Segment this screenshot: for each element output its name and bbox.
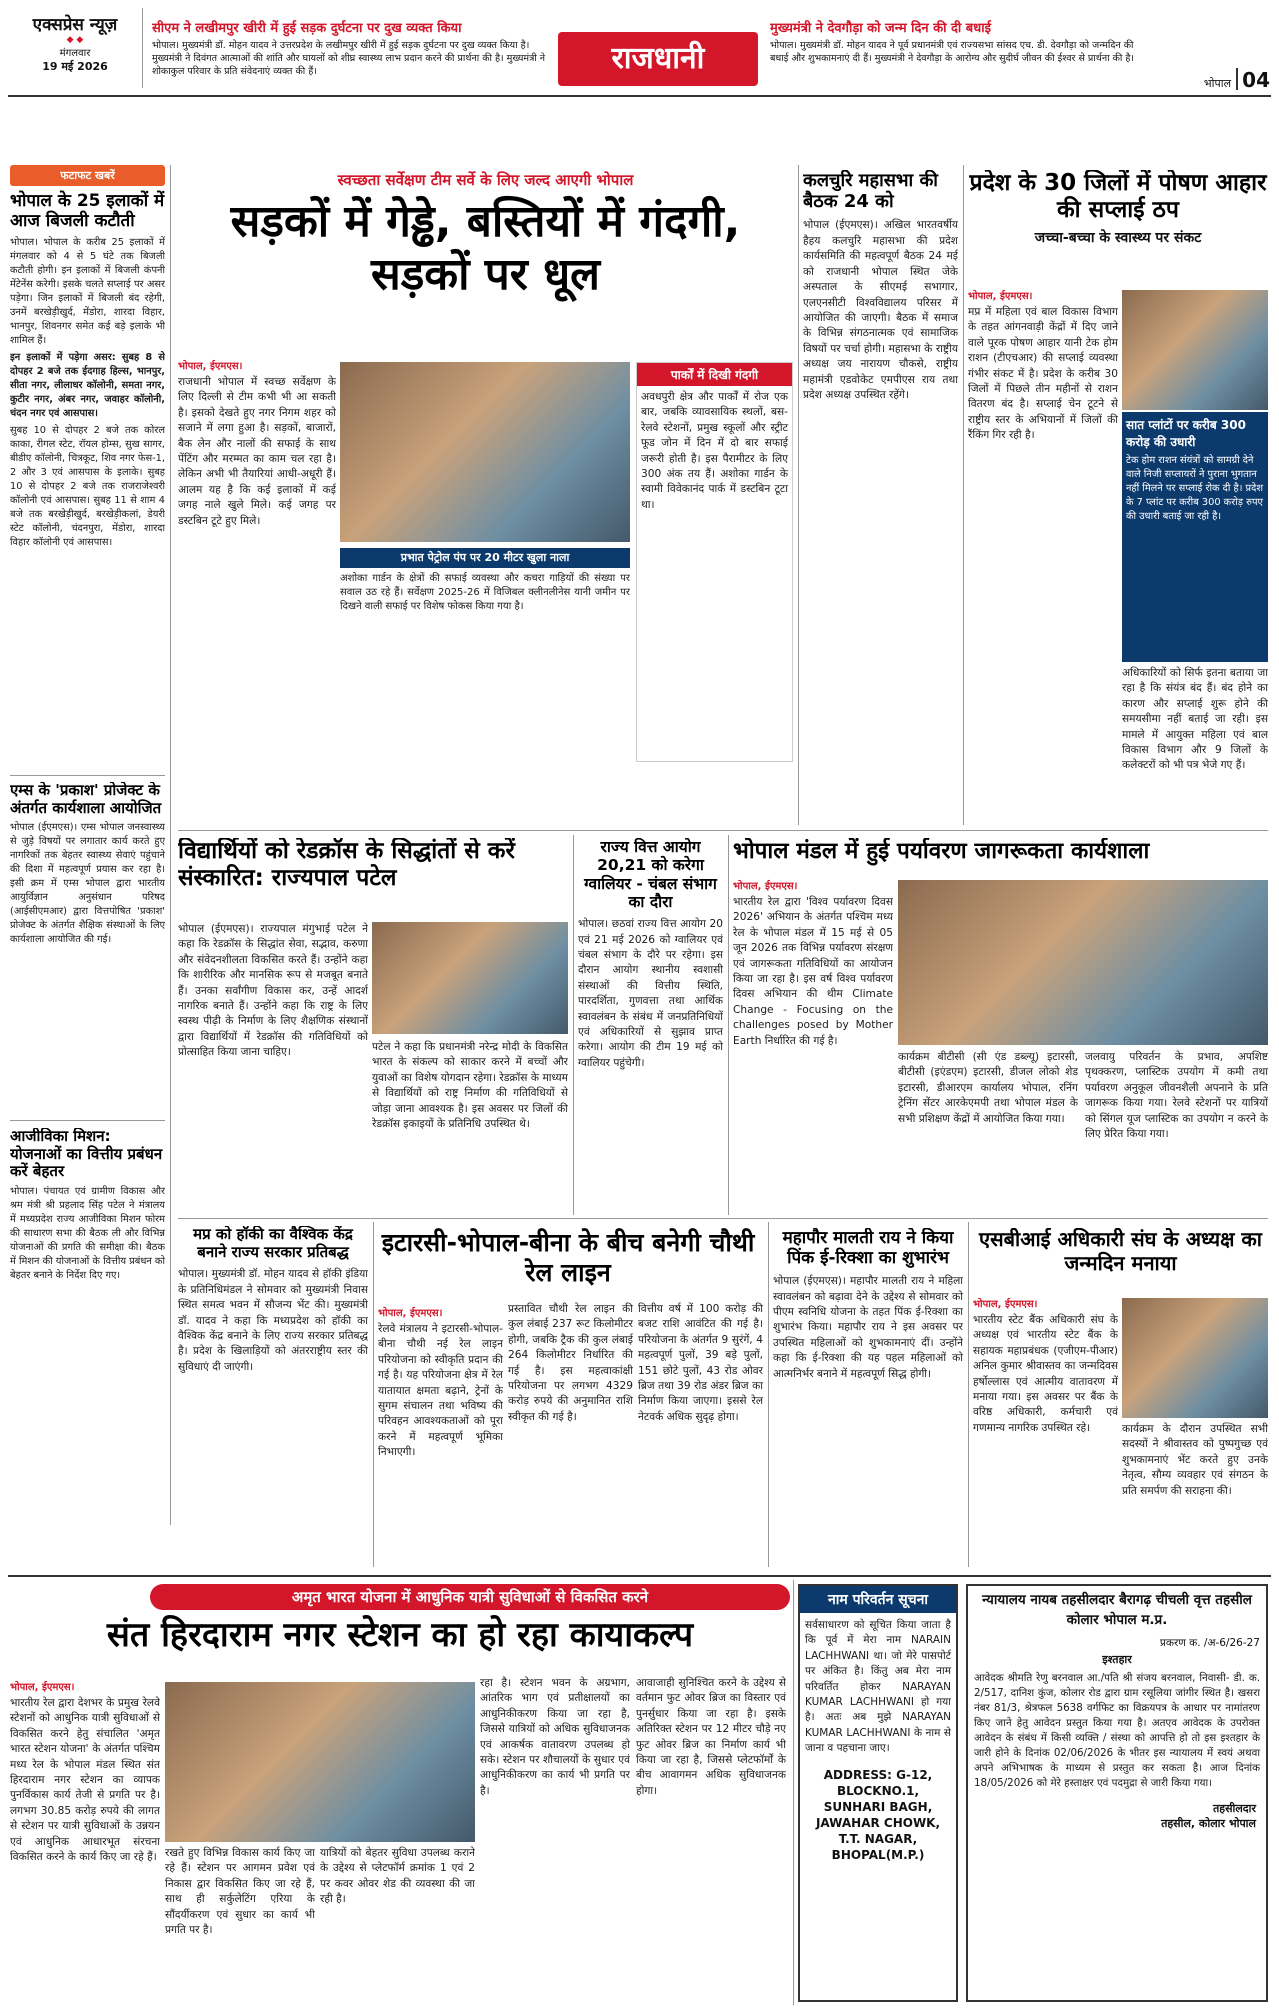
poshan-body: मप्र में महिला एवं बाल विकास विभाग के तहत आंगनवाड़ी केंद्रों में दिए जाने वाले पूरक पोषण आहार यानी टेक होम राशन (टीएचआर) की सप्लाई व्यवस्था गंभीर संकट में है। प्रदेश के करीब 30 जिलों में पिछले तीन महीनों से राशन वितरण बंद है। सप्लाई चेन टूटने से राष्ट्रीय स्तर के अभियानों में जिलों की रैंकिंग गिर रही है। — [968, 306, 1118, 442]
court-title: न्यायालय नायब तहसीलदार बैरागढ़ चीचली वृत्त तहसील कोलार भोपाल म.प्र. — [982, 1592, 1252, 1628]
poshan-photo — [1122, 290, 1268, 410]
station-body2: रखते हुए विभिन्न विकास कार्य किए जा रहे हैं। स्टेशन पर आगमन प्रवेश एवं निकास द्वार विकसित किए जा रहे हैं, साथ ही सर्कुलेटिंग एरिया के सौंदर्यीकरण एवं सुधार का कार्य भी प्रगति पर है। — [165, 1847, 315, 1937]
finance-title: राज्य वित्त आयोग 20,21 को करेगा ग्वालियर - चंबल संभाग का दौरा — [584, 838, 717, 911]
rail-headline-wrap[interactable] — [378, 1228, 758, 1298]
brief-body2: सुबह 10 से दोपहर 2 बजे तक कोरल काका, रीगल स्टेट, रॉयल होम्स, सुख सागर, बीडीए कॉलोनी, चित्रकूट, शिव नगर फेस-1, 2 और 3 एवं आसपास के इलाके। सुबह 10 से दोपहर 2 बजे तक राजराजेश्वरी कॉलोनी एवं आसपास। सुबह 11 से शाम 4 बजे तक बरखेड़ीखुर्द, बरखेड़ीकलां, डेयरी स्टेट कॉलोनी, चंदनपुरा, मेंडोरा, शारदा विहार कॉलोनी एवं आसपास। — [10, 425, 165, 549]
court-heading: इश्तहार — [1102, 1653, 1132, 1666]
day: मंगलवार — [59, 48, 91, 59]
governor-body: भोपाल (ईएमएस)। राज्यपाल मंगुभाई पटेल ने कहा कि रेडक्रॉस के सिद्धांत सेवा, सद्भाव, करुणा और संवेदनशीलता विकसित करते हैं। उन्होंने कहा कि शारीरिक और मानसिक रूप से मजबूत बनाते हैं। उनका सर्वांगीण विकास कर, उन्हें आदर्श नागरिक बनाते हैं। उन्होंने कहा कि राष्ट्र के लिए स्वस्थ पीढ़ी के निर्माण के लिए शैक्षणिक संस्थानों द्वारा विद्यार्थियों में रेडक्रॉस की गतिविधियों को प्रोत्साहित किया जाना चाहिए। — [178, 923, 368, 1059]
rail-col3 — [638, 1302, 763, 1567]
court-body: आवेदक श्रीमति रेणु बरनवाल आ./पति श्री संजय बरनवाल, निवासी- डी. क. 2/517, दानिश कुंज, कोलार रोड द्वारा ग्राम रसूलिया जांगीर स्थित है। खसरा नंबर 81/3, श्रेत्रफल 5638 वर्गफिट का विक्रयपत्र के आधार पर नामांतरण किए जाने हेतु आवेदन प्रस्तुत किया गया है। अतएव आवेदक के उपरोक्त आवेदन के संबंध में किसी व्यक्ति / संस्था को आपत्ति हो तो इस इश्तहार के जारी होने के दिनांक 02/06/2026 के भीतर इस न्यायालय में स्वयं अथवा अपने अभिभाषक के माध्यम से प्रस्तुत कर सकता है। आज दिनांक 18/05/2026 को मेरे हस्ताक्षर एवं पदमुद्रा से जारी किया गया। — [974, 1672, 1260, 1789]
hockey-story[interactable] — [178, 1226, 368, 1566]
rail-body2: प्रस्तावित चौथी रेल लाइन की कुल लंबाई 237 रूट किलोमीटर होगी, जबकि ट्रैक की कुल लंबाई 264 किलोमीटर निर्धारित की गई है। इस महत्वाकांक्षी परियोजना पर लगभग 4329 करोड़ रुपये की अनुमानित राशि स्वीकृत की गई है। — [508, 1303, 633, 1423]
folio — [1160, 68, 1270, 90]
sbi-title: एसबीआई अधिकारी संघ के अध्यक्ष का जन्मदिन मनाया — [979, 1228, 1262, 1275]
court-sign2: तहसील, कोलार भोपाल — [1161, 1817, 1256, 1830]
court-sign: तहसीलदार — [1212, 1802, 1256, 1815]
court-notice[interactable] — [966, 1584, 1268, 2002]
sbi-col2 — [1122, 1422, 1268, 1568]
park-box-body: अवधपुरी क्षेत्र और पार्कों में रोज एक बार, जबकि व्यावसायिक स्थलों, बस-रेलवे स्टेशनों, प्रमुख स्कूलों और स्ट्रीट फूड जोन में दिन में दो बार सफाई जरूरी होती है। इस पैरामीटर के लिए 300 अंक तय हैं। अशोका गार्डन के स्वामी विवेकानंद पार्क में डस्टबिन टूटा था। — [641, 391, 788, 511]
lead-body2: अशोका गार्डन के क्षेत्रों की सफाई व्यवस्था और कचरा गाड़ियों की संख्या पर सवाल उठ रहे हैं। सर्वेक्षण 2025-26 में विजिबल क्लीनलीनेस यानी जमीन पर दिखने वाली सफाई पर विशेष फोकस किया गया है। — [340, 573, 630, 612]
paryavaran-title: भोपाल मंडल में हुई पर्यावरण जागरूकता कार्यशाला — [733, 838, 1150, 864]
notice-body: सर्वसाधारण को सूचित किया जाता है कि पूर्व में मेरा नाम NARAIN LACHHWANI था। जो मेरे पासपोर्ट पर अंकित है। किंतु अब मेरा नाम परिवर्तित होकर NARAYAN KUMAR LACHHWANI हो गया है। अतः अब मुझे NARAYAN KUMAR LACHHWANI के नाम से जाना व पहचाना जाए। — [805, 1619, 951, 1755]
date: 19 मई 2026 — [42, 60, 108, 73]
hockey-title: मप्र को हॉकी का वैश्विक केंद्र बनाने राज्य सरकार प्रतिबद्ध — [193, 1226, 353, 1261]
section-banner — [558, 32, 758, 86]
paryavaran-body: भारतीय रेल द्वारा 'विश्व पर्यावरण दिवस 2026' अभियान के अंतर्गत पश्चिम मध्य रेल के भोपाल मंडल में 15 मई से 05 जून 2026 तक विभिन्न पर्यावरण संरक्षण एवं जागरूकता गतिविधियों का आयोजन किया जा रहा है। इस वर्ष विश्व पर्यावरण दिवस अभियान की थीम Climate Change - Focusing on the challenges posed by Mother Earth निर्धारित की गई है। — [733, 896, 893, 1047]
lead-caption-bar — [340, 548, 630, 568]
masthead-logo — [8, 8, 143, 88]
brief-label: फटाफट खबरें — [10, 165, 165, 186]
notice-title: नाम परिवर्तन सूचना — [800, 1586, 956, 1613]
poshan-title: प्रदेश के 30 जिलों में पोषण आहार की सप्लाई ठप — [969, 170, 1267, 224]
lead-col1 — [178, 355, 336, 765]
sbi-col1 — [973, 1293, 1118, 1568]
aajivika-body: भोपाल। पंचायत एवं ग्रामीण विकास और श्रम मंत्री श्री प्रहलाद सिंह पटेल ने मंत्रालय में मध्यप्रदेश राज्य आजीविका मिशन फोरम की साधारण सभा की बैठक ली और विभिन्न योजनाओं की प्रगति की समीक्षा की। बैठक में मिशन की योजनाओं के वित्तीय प्रबंधन को बेहतर बनाने के निर्देश दिए गए। — [10, 1186, 165, 1282]
paryavaran-body2: कार्यक्रम बीटीसी (सी एंड डब्ल्यू) इटारसी, बीटीसी (इएंडएम) इटारसी, डीजल लोको शेड इटारसी, डीआरएम कार्यालय भोपाल, रनिंग ट्रेनिंग सेंटर आरकेएमपी तथा भोपाल मंडल के सभी प्रशिक्षण केंद्रों में आयोजित किया गया। — [898, 1051, 1078, 1125]
lead-body2-wrap — [340, 572, 630, 630]
station-body4: यात्रियों को बेहतर सुविधा उपलब्ध कराने के उद्देश्य से प्लेटफॉर्म क्रमांक 1 एवं 2 पर कवर ओवर शेड की व्यवस्था की जा रही है। — [320, 1847, 475, 1906]
section-title: राजधानी — [611, 41, 705, 76]
name-change-notice[interactable] — [798, 1584, 958, 2002]
kalchuri-body: भोपाल (ईएमएस)। अखिल भारतवर्षीय हैहय कलचुरि महासभा की प्रदेश कार्यसमिति की महत्वपूर्ण बैठक 24 मई को राजधानी भोपाल स्थित जेके अस्पताल के सीएमई सभागार, एलएनसीटी विश्वविद्यालय परिसर में आयोजित की जाएगी। बैठक में समाज के विभिन्न संगठनात्मक एवं सामाजिक विषयों पर चर्चा होगी। महासभा के राष्ट्रीय अध्यक्ष जय नारायण चौकसे, राष्ट्रीय महामंत्री एडवोकेट एमपीएस राय तथा प्रदेश अध्यक्ष उपस्थित रहेंगे। — [803, 219, 958, 401]
lead-headline: सड़कों में गेड्ढे, बस्तियों में गंदगी, सड़कों पर धूल — [230, 196, 741, 300]
teaser-right-body: भोपाल। मुख्यमंत्री डॉ. मोहन यादव ने पूर्व प्रधानमंत्री एवं राज्यसभा सांसद एच. डी. देवगौड़ा को जन्मदिन की बधाई और शुभकामनाएं दी हैं। मुख्यमंत्री ने देवगौड़ा के आरोग्य और सुदीर्घ जीवन की ईश्वर से प्रार्थना की है। — [770, 40, 1135, 64]
teaser-right[interactable] — [770, 18, 1150, 88]
station-col1 — [10, 1676, 160, 2001]
poshan-col3 — [1122, 666, 1268, 826]
finance-body: भोपाल। छठवां राज्य वित्त आयोग 20 एवं 21 मई 2026 को ग्वालियर एवं चंबल संभाग के दौरे पर रहेगा। इस दौरान आयोग स्थानीय स्वशासी संस्थाओं की वित्तीय स्थिति, पारदर्शिता, गुणवत्ता तथा आर्थिक स्वावलंबन के संबंध में जनप्रतिनिधियों एवं अधिकारियों से सुझाव प्राप्त करेगा। आयोग की टीम 19 मई को ग्वालियर पहुंचेगी। — [578, 918, 723, 1069]
station-photo — [165, 1682, 475, 1842]
station-body5: आवाजाही सुनिश्चित करने के उद्देश्य से वर्तमान फुट ओवर ब्रिज का विस्तार एवं पुनर्सुधार किया जा रहा है। इसके अतिरिक्त स्टेशन पर 12 मीटर चौड़े नए फुट ओवर ब्रिज का निर्माण कार्य भी किया जा रहा है, जिससे प्लेटफॉर्मों के बीच आवागमन अधिक सुविधाजनक होगा। — [636, 1677, 786, 1797]
pink-story[interactable] — [773, 1228, 963, 1568]
lead-body1: राजधानी भोपाल में स्वच्छ सर्वेक्षण के लिए दिल्ली से टीम कभी भी आ सकती है। इसको देखते हुए नगर निगम शहर को सजाने में लगा हुआ है। सड़कों, बाजारों, बैक लेन और नालों की सफाई के साथ पेंटिंग और मरम्मत का काम चल रहा है। लेकिन अभी भी तैयारियां आधी-अधूरी हैं। आलम यह है कि कई इलाकों में कई जगह नाले खुले मिले। कई जगह पर डस्टबिन टूटे हुए मिले। — [178, 376, 336, 527]
station-banner-text: अमृत भारत योजना में आधुनिक यात्री सुविधाओं से विकसित करने — [291, 1588, 649, 1606]
ams-story[interactable] — [10, 782, 165, 1112]
governor-col2 — [372, 1040, 568, 1212]
governor-title: विद्यार्थियों को रेडक्रॉस के सिद्धांतों से करें संस्कारित: राज्यपाल पटेल — [178, 838, 515, 892]
brief-story[interactable] — [10, 165, 165, 770]
sbi-byline: भोपाल, ईएमएस। — [973, 1299, 1038, 1310]
governor-body2: पटेल ने कहा कि प्रधानमंत्री नरेन्द्र मोदी के विकसित भारत के संकल्प को साकार करने में बच्चों और युवाओं का विशेष योगदान रहेगा। रेडक्रॉस के माध्यम से विद्यार्थियों को राष्ट्र निर्माण की गतिविधियों से जोड़ा जाना आवश्यक है। इस अवसर पर जिलों की रेडक्रॉस इकाइयों के प्रतिनिधि उपस्थित थे। — [372, 1041, 568, 1131]
teaser-left-body: भोपाल। मुख्यमंत्री डॉ. मोहन यादव ने उत्तरप्रदेश के लखीमपुर खीरी में हुई सड़क दुर्घटना पर दुख व्यक्त किया है। मुख्यमंत्री ने दिवंगत आत्माओं की शांति और घायलों को शीघ्र स्वास्थ्य लाभ प्रदान करने की प्रार्थना की है। मुख्यमंत्री ने शोकाकुल परिवार के प्रति संवेदनाएं व्यक्त की हैं। — [152, 40, 546, 77]
rail-title: इटारसी-भोपाल-बीना के बीच बनेगी चौथी रेल लाइन — [381, 1228, 755, 1287]
lead-kicker: स्वच्छता सर्वेक्षण टीम सर्वे के लिए जल्द आएगी भोपाल — [337, 171, 634, 189]
station-body1: भारतीय रेल द्वारा देशभर के प्रमुख रेलवे स्टेशनों को आधुनिक यात्री सुविधाओं से विकसित करने हेतु संचालित 'अमृत भारत स्टेशन योजना' के अंतर्गत पश्चिम मध्य रेल के भोपाल मंडल स्थित संत हिरदाराम नगर स्टेशन का व्यापक पुनर्विकास कार्य तेजी से प्रगति पर है। लगभग 30.85 करोड़ रुपये की लागत से स्टेशन पर यात्री सुविधाओं के उन्नयन एवं आधुनिक आधारभूत संरचना विकसित करने के कार्य किए जा रहे हैं। — [10, 1697, 160, 1864]
poshan-photo-box — [1122, 412, 1268, 662]
paryavaran-col2 — [898, 1050, 1078, 1215]
pink-body: भोपाल (ईएमएस)। महापौर मालती राय ने महिला स्वावलंबन को बढ़ावा देने के उद्देश्य से सोमवार को पीएम स्वनिधि योजना के तहत पिंक ई-रिक्शा का शुभारंभ किया। महापौर राय ने इस अवसर पर उपस्थित महिलाओं को शुभकामनाएं दीं। उन्होंने कहा कि ई-रिक्शा की यह पहल महिलाओं को आत्मनिर्भर बनाने में महत्वपूर्ण सिद्ध होगी। — [773, 1275, 963, 1380]
teaser-left-title: सीएम ने लखीमपुर खीरी में हुई सड़क दुर्घटना पर दुख व्यक्त किया — [152, 21, 462, 36]
kalchuri-story[interactable] — [803, 170, 958, 825]
poshan-photo-title: सात प्लांटों पर करीब 300 करोड़ की उधारी — [1126, 418, 1246, 449]
sbi-headline-wrap[interactable] — [973, 1228, 1268, 1288]
paper-name: एक्सप्रेस न्यूज़ — [32, 15, 118, 35]
station-col2 — [165, 1846, 315, 2001]
rail-col2 — [508, 1302, 633, 1567]
station-body3: रहा है। स्टेशन भवन के अग्रभाग, आंतरिक भाग एवं प्रतीक्षालयों का आधुनिकीकरण किया जा रहा है, जिससे यात्रियों को अधिक सुविधाजनक एवं आकर्षक वातावरण उपलब्ध हो सके। स्टेशन पर शौचालयों के सुधार एवं आधुनिकीकरण का कार्य भी प्रगति पर है। — [480, 1677, 630, 1797]
poshan-col1 — [968, 285, 1118, 825]
page-number: 04 — [1236, 68, 1270, 90]
poshan-photo-body: टेक होम राशन संयंत्रों को सामग्री देने वाले निजी सप्लायरों ने पुराना भुगतान नहीं मिलने पर सप्लाई रोक दी है। प्रदेश के 7 प्लांट पर करीब 300 करोड़ रुपए की उधारी बताई जा रही है। — [1126, 455, 1263, 522]
news-bullet-icon: ◆ ◆ — [66, 35, 84, 45]
sbi-body2: कार्यक्रम के दौरान उपस्थित सभी सदस्यों ने श्रीवास्तव को पुष्पगुच्छ एवं शुभकामनाएं भेंट करते हुए उनके नेतृत्व, सौम्य व्यवहार एवं संगठन के प्रति समर्पण की सराहना की। — [1122, 1423, 1268, 1497]
governor-col1 — [178, 922, 368, 1212]
paryavaran-col1 — [733, 875, 893, 1215]
finance-story[interactable] — [578, 838, 723, 1213]
park-box[interactable] — [636, 362, 793, 762]
park-box-title: पार्कों में दिखी गंदगी — [637, 363, 792, 386]
rail-byline: भोपाल, ईएमएस। — [378, 1308, 443, 1319]
governor-photo — [372, 922, 568, 1034]
brief-sub: इन इलाकों में पड़ेगा असर: सुबह 8 से दोपहर 2 बजे तक ईदगाह हिल्स, भानपुर, सीता नगर, लीलाधर कॉलोनी, समता नगर, कुटीर नगर, अंबर नगर, जवाहर कॉलोनी, चंदन नगर एवं आसपास। — [10, 352, 165, 420]
paryavaran-headline-wrap[interactable] — [733, 838, 1268, 868]
rail-body3: वित्तीय वर्ष में 100 करोड़ की बजट राशि आवंटित की गई है। परियोजना के अंतर्गत 9 सुरंगें, 4 महत्वपूर्ण पुलों, 39 बड़े पुलों, 151 छोटे पुलों, 43 रोड ओवर ब्रिज तथा 39 रोड अंडर ब्रिज का निर्माण किया जाएगा। इससे रेल नेटवर्क अधिक सुदृढ़ होगा। — [638, 1303, 763, 1423]
station-banner — [150, 1584, 790, 1610]
kalchuri-title: कलचुरि महासभा की बैठक 24 को — [803, 170, 938, 213]
ams-title: एम्स के 'प्रकाश' प्रोजेक्ट के अंतर्गत कार्यशाला आयोजित — [10, 782, 162, 817]
lead-caption: प्रभात पेट्रोल पंप पर 20 मीटर खुला नाला — [400, 551, 570, 564]
station-headline-wrap[interactable] — [10, 1615, 790, 1670]
aajivika-story[interactable] — [10, 1128, 165, 1523]
teaser-left[interactable] — [152, 18, 547, 88]
poshan-byline: भोपाल, ईएमएस। — [968, 291, 1033, 302]
sbi-body: भारतीय स्टेट बैंक अधिकारी संघ के अध्यक्ष एवं भारतीय स्टेट बैंक के सहायक महाप्रबंधक (एजीएम-पीआर) अनिल कुमार श्रीवास्तव का जन्मदिवस हर्षोल्लास एवं आत्मीय वातावरण में मनाया गया। इस अवसर पर बैंक के वरिष्ठ अधिकारी, कर्मचारी एवं गणमान्य नागरिक उपस्थित रहे। — [973, 1314, 1118, 1434]
paryavaran-body3: जलवायु परिवर्तन के प्रभाव, अपशिष्ट पृथक्करण, प्लास्टिक उपयोग में कमी तथा पर्यावरण अनुकूल जीवनशैली अपनाने के प्रति जागरूक किया गया। रेलवे स्टेशनों पर यात्रियों को सिंगल यूज प्लास्टिक का उपयोग न करने के लिए प्रेरित किया गया। — [1085, 1051, 1268, 1141]
sbi-photo — [1122, 1298, 1268, 1418]
lead-photo — [340, 362, 630, 542]
notice-address: ADDRESS: G-12, BLOCKNO.1, SUNHARI BAGH, JAWAHAR CHOWK, T.T. NAGAR, BHOPAL(M.P.) — [815, 1767, 941, 1862]
hockey-body: भोपाल। मुख्यमंत्री डॉ. मोहन यादव से हॉकी इंडिया के प्रतिनिधिमंडल ने सोमवार को मुख्यमंत्री निवास स्थित समत्व भवन में सौजन्य भेंट की। मुख्यमंत्री डॉ. यादव ने कहा कि मध्यप्रदेश को हॉकी का वैश्विक केंद्र बनाने के लिए राज्य सरकार प्रतिबद्ध है। प्रदेश के खिलाड़ियों को अंतरराष्ट्रीय स्तर की सुविधाएं दी जाएंगी। — [178, 1268, 368, 1373]
governor-headline-wrap[interactable] — [178, 838, 568, 918]
paryavaran-byline: भोपाल, ईएमएस। — [733, 881, 798, 892]
poshan-body2: अधिकारियों को सिर्फ इतना बताया जा रहा है कि संयंत्र बंद हैं। बंद होने का कारण और सप्लाई शुरू होने की समयसीमा नहीं बताई जा रही। इस मामले में आयुक्त महिला एवं बाल विकास विभाग और 9 जिलों के कलेक्टरों को भी पत्र भेजे गए हैं। — [1122, 667, 1268, 772]
rail-body1: रेलवे मंत्रालय ने इटारसी-भोपाल-बीना चौथी नई रेल लाइन परियोजना को स्वीकृति प्रदान की गई है। यह परियोजना क्षेत्र में रेल यातायात क्षमता बढ़ाने, ट्रेनों के सुगम संचालन तथा भविष्य की परिवहन आवश्यकताओं को पूरा करने में महत्वपूर्ण भूमिका निभाएगी। — [378, 1323, 503, 1459]
pink-title: महापौर मालती राय ने किया पिंक ई-रिक्शा का शुभारंभ — [782, 1228, 954, 1269]
teaser-right-title: मुख्यमंत्री ने देवगौड़ा को जन्म दिन की दी बधाई — [770, 21, 991, 36]
folio-city: भोपाल — [1203, 77, 1232, 90]
brief-body: भोपाल। भोपाल के करीब 25 इलाकों में मंगलवार को 4 से 5 घंटे तक बिजली कटौती होगी। इन इलाकों में बिजली कंपनी मेंटेनेंस करेगी। इसके चलते सप्लाई पर असर पड़ेगा। जिन इलाकों में बिजली बंद रहेगी, उनमें बरखेड़ीखुर्द, मेंडोरा, शारदा विहार, भानपुर, शिवनगर समेत कई बड़े इलाके भी शामिल हैं। — [10, 237, 165, 347]
rail-col1 — [378, 1302, 503, 1567]
station-col4 — [636, 1676, 786, 2001]
station-byline: भोपाल, ईएमएस। — [10, 1682, 75, 1693]
station-title: संत हिरदाराम नगर स्टेशन का हो रहा कायाकल्प — [106, 1615, 694, 1655]
poshan-kicker: जच्चा-बच्चा के स्वास्थ्य पर संकट — [1034, 230, 1202, 247]
station-col3 — [480, 1676, 630, 2001]
aajivika-title: आजीविका मिशन: योजनाओं का वित्तीय प्रबंधन करें बेहतर — [10, 1128, 163, 1181]
station-col2b — [320, 1846, 475, 2001]
paryavaran-photo — [898, 880, 1268, 1045]
lead-byline: भोपाल, ईएमएस। — [178, 361, 243, 372]
ams-body: भोपाल (ईएमएस)। एम्स भोपाल जनस्वास्थ्य से जुड़े विषयों पर लगातार कार्य करते हुए नागरिकों तक बेहतर स्वास्थ्य सेवाएं पहुंचाने की दिशा में महत्वपूर्ण प्रयास कर रहा है। इसी क्रम में एम्स भोपाल द्वारा भारतीय आयुर्विज्ञान अनुसंधान परिषद (आईसीएमआर) द्वारा वित्तपोषित 'प्रकाश' प्रोजेक्ट के अंतर्गत शैक्षिक संस्थाओं के लिए कार्यशाला आयोजित की गई। — [10, 822, 165, 946]
court-case: प्रकरण क. /अ-6/26-27 — [1159, 1637, 1260, 1649]
paryavaran-col3 — [1085, 1050, 1268, 1215]
brief-title: भोपाल के 25 इलाकों में आज बिजली कटौती — [10, 191, 165, 232]
